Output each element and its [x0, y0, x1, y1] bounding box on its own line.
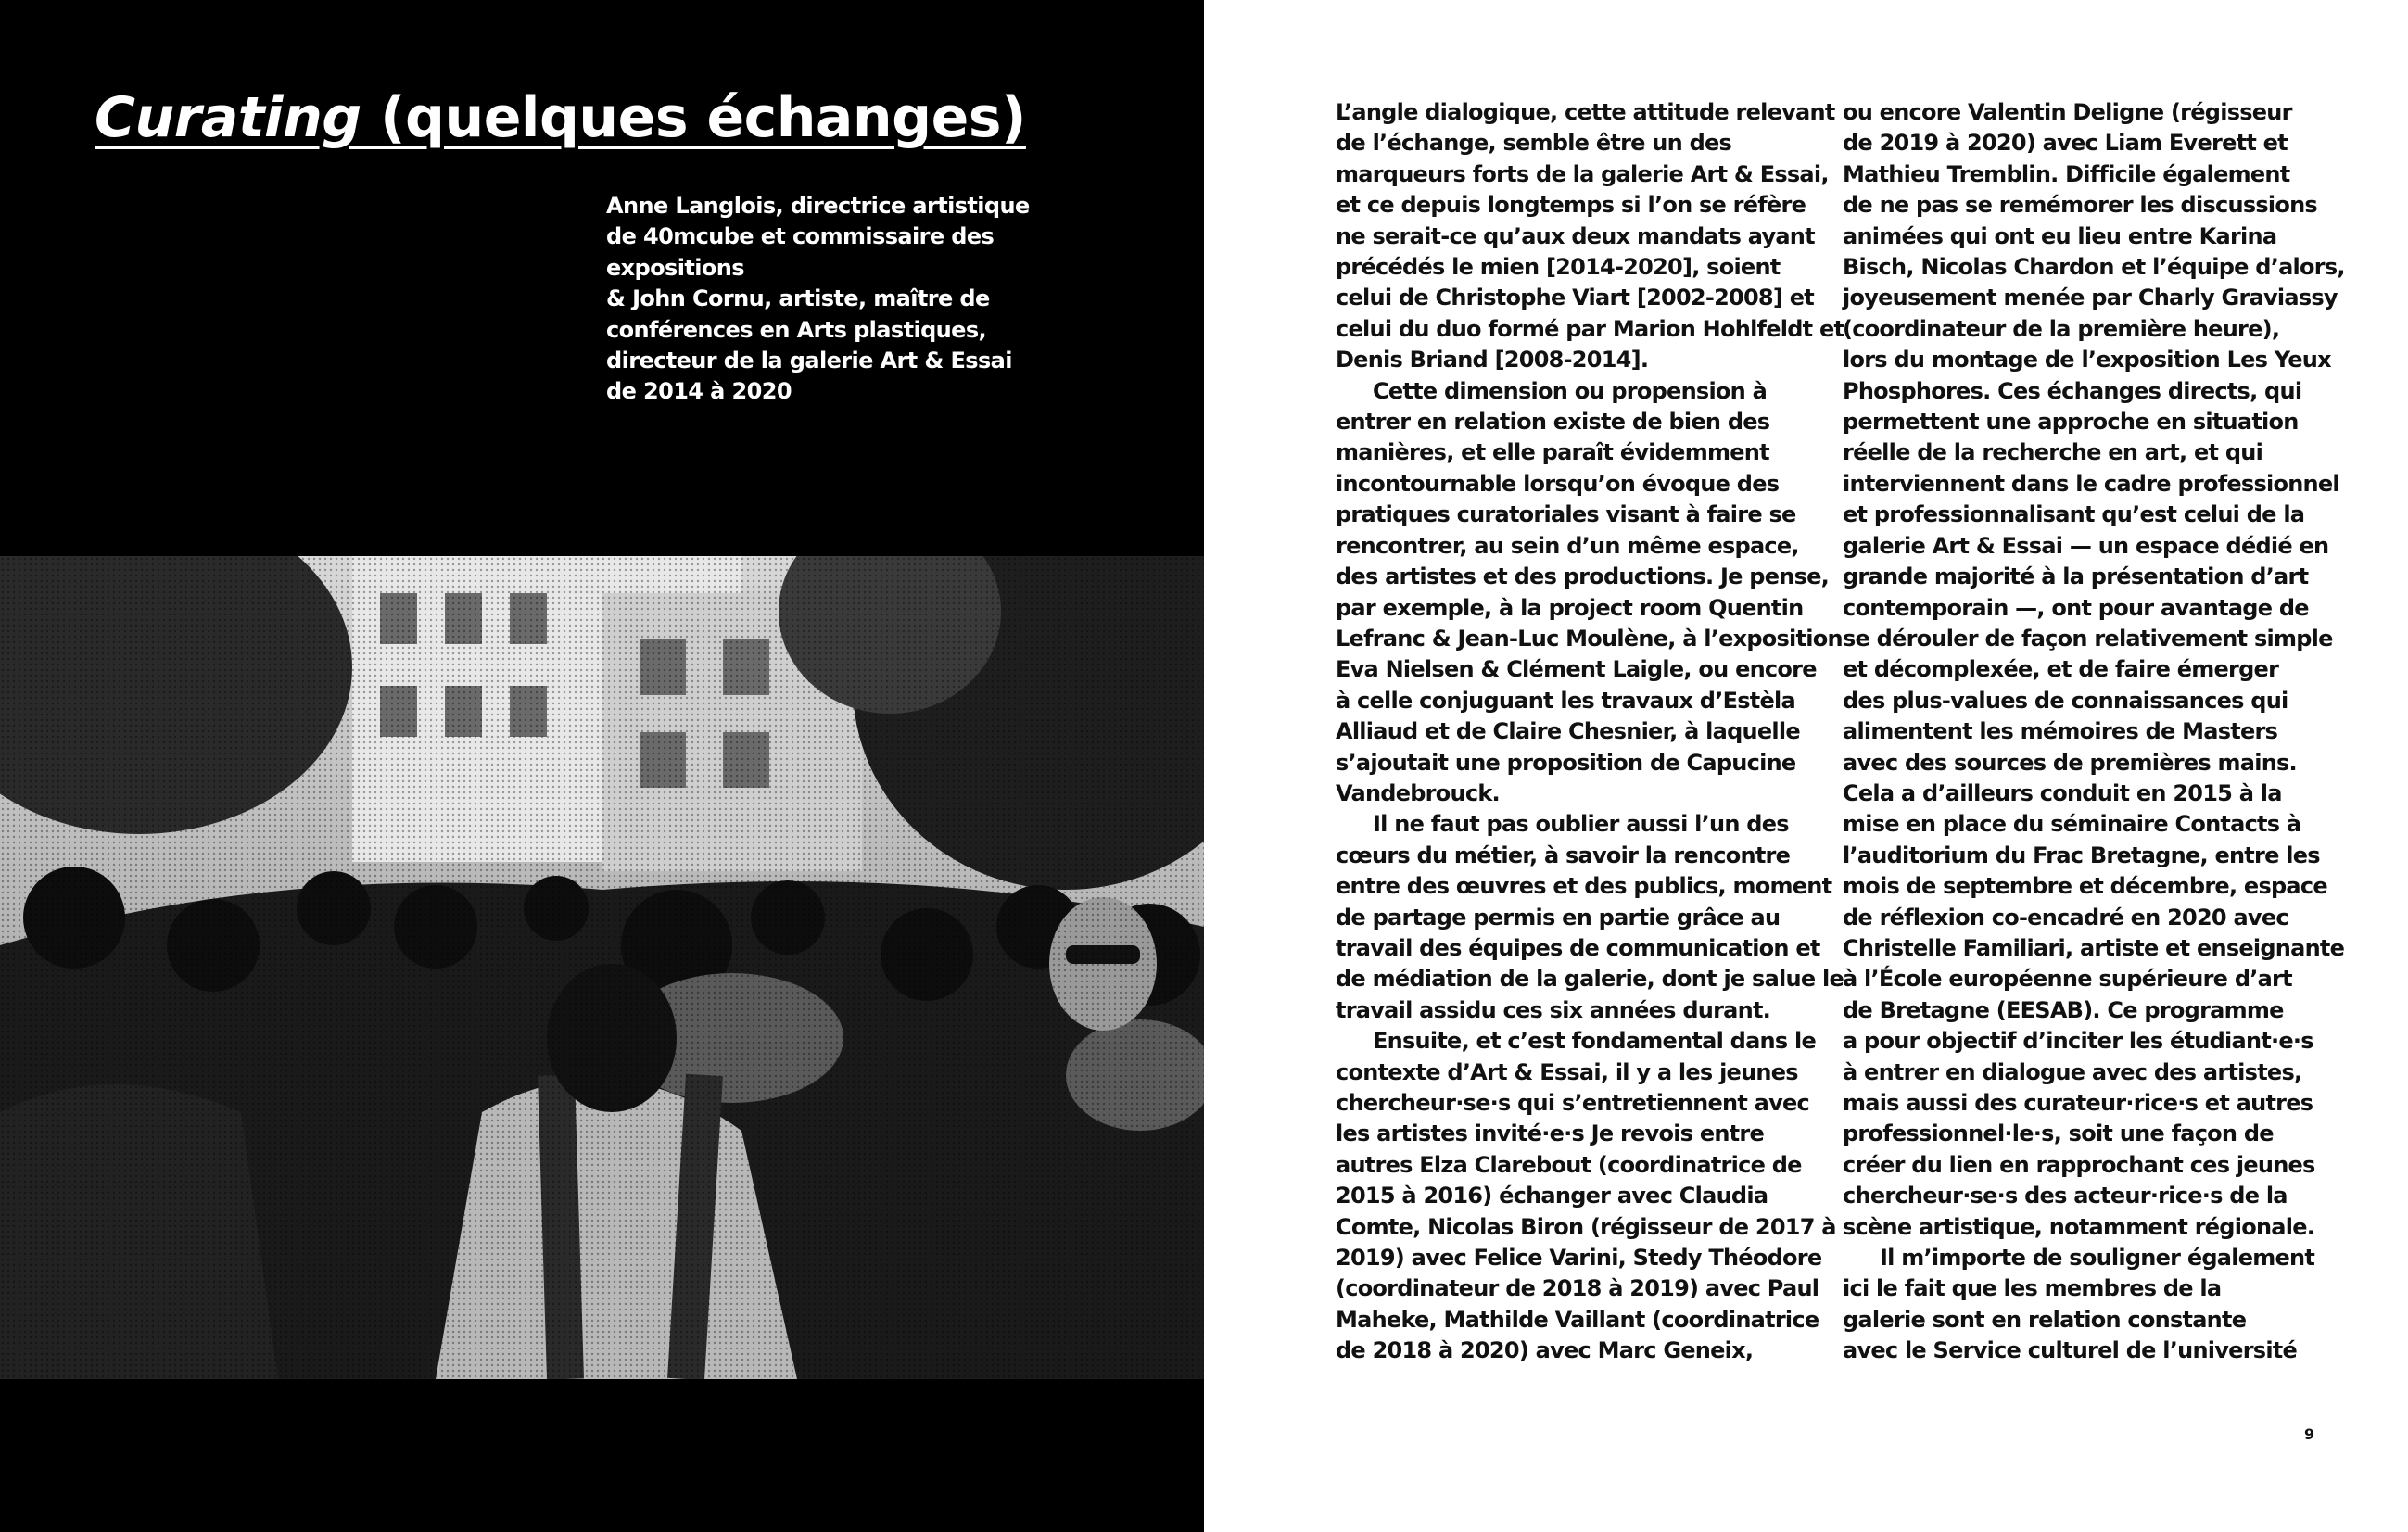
- text-line: rencontrer, au sein d’un même espace,: [1336, 532, 1799, 559]
- text-line: professionnel·le·s, soit une façon de: [1843, 1121, 2274, 1147]
- text-line: chercheur·se·s qui s’entretiennent avec: [1336, 1090, 1810, 1116]
- text-line: s’ajoutait une proposition de Capucine: [1336, 749, 1796, 776]
- text-line: joyeusement menée par Charly Graviassy: [1843, 285, 2338, 311]
- text-line: Il m’importe de souligner également: [1880, 1245, 2315, 1272]
- title-rest: (quelques échanges): [361, 85, 1026, 150]
- text-line: ici le fait que les membres de la: [1843, 1275, 2222, 1302]
- text-line: travail des équipes de communication et: [1336, 934, 1820, 961]
- author-line: & John Cornu, artiste, maître de: [606, 285, 990, 312]
- text-line: mais aussi des curateur·rice·s et autres: [1843, 1090, 2313, 1116]
- text-line: celui du duo formé par Marion Hohlfeldt et: [1336, 315, 1844, 342]
- text-line: à entrer en dialogue avec des artistes,: [1843, 1058, 2302, 1085]
- text-line: des artistes et des productions. Je pense,: [1336, 563, 1830, 590]
- text-line: créer du lien en rapprochant ces jeunes: [1843, 1151, 2315, 1178]
- text-line: à l’École européenne supérieure d’art: [1843, 966, 2292, 993]
- text-line: scène artistique, notamment régionale.: [1843, 1213, 2315, 1240]
- text-line: de 2019 à 2020) avec Liam Everett et: [1843, 130, 2288, 157]
- text-line: Bisch, Nicolas Chardon et l’équipe d’alors,: [1843, 254, 2345, 281]
- text-line: chercheur·se·s des acteur·rice·s de la: [1843, 1183, 2288, 1209]
- text-line: cœurs du métier, à savoir la rencontre: [1336, 842, 1791, 868]
- text-line: des plus-values de connaissances qui: [1843, 687, 2288, 714]
- text-line: Cette dimension ou propension à: [1373, 377, 1768, 404]
- text-line: précédés le mien [2014-2020], soient: [1336, 254, 1781, 281]
- text-line: de médiation de la galerie, dont je salue le: [1336, 966, 1844, 993]
- text-line: manières, et elle paraît évidemment: [1336, 439, 1769, 466]
- text-column-1: [1336, 97, 1844, 1367]
- text-line: les artistes invité·e·s Je revois entre: [1336, 1121, 1765, 1147]
- text-line: contemporain —, ont pour avantage de: [1843, 594, 2309, 621]
- crowd-photo-illustration: [0, 556, 1204, 1379]
- author-line: conférences en Arts plastiques,: [606, 316, 987, 343]
- text-line: réelle de la recherche en art, et qui: [1843, 439, 2263, 466]
- text-line: galerie sont en relation constante: [1843, 1306, 2247, 1333]
- text-line: ou encore Valentin Deligne (régisseur: [1843, 99, 2292, 125]
- author-line: de 40mcube et commissaire des: [606, 223, 995, 250]
- text-line: de 2018 à 2020) avec Marc Geneix,: [1336, 1337, 1754, 1364]
- text-line: Christelle Familiari, artiste et enseignante: [1843, 934, 2345, 961]
- text-line: animées qui ont eu lieu entre Karina: [1843, 222, 2277, 249]
- text-line: de l’échange, semble être un des: [1336, 130, 1732, 157]
- author-line: Anne Langlois, directrice artistique: [606, 193, 1030, 219]
- text-line: contexte d’Art & Essai, il y a les jeunes: [1336, 1058, 1798, 1085]
- text-line: à celle conjuguant les travaux d’Estèla: [1336, 687, 1795, 714]
- text-column-2: [1843, 97, 2345, 1367]
- text-line: Vandebrouck.: [1336, 779, 1500, 806]
- text-line: incontournable lorsqu’on évoque des: [1336, 470, 1780, 497]
- text-line: Lefranc & Jean-Luc Moulène, à l’exposition: [1336, 625, 1843, 652]
- title-italic: Curating: [95, 85, 361, 150]
- text-line: galerie Art & Essai — un espace dédié en: [1843, 532, 2329, 559]
- text-line: de Bretagne (EESAB). Ce programme: [1843, 996, 2284, 1023]
- text-line: et ce depuis longtemps si l’on se réfère: [1336, 192, 1806, 219]
- author-line: expositions: [606, 254, 744, 281]
- text-line: Phosphores. Ces échanges directs, qui: [1843, 377, 2302, 404]
- text-line: celui de Christophe Viart [2002-2008] et: [1336, 285, 1814, 311]
- text-line: interviennent dans le cadre professionnel: [1843, 470, 2339, 497]
- text-line: Cela a d’ailleurs conduit en 2015 à la: [1843, 779, 2282, 806]
- text-line: travail assidu ces six années durant.: [1336, 996, 1771, 1023]
- text-line: de ne pas se remémorer les discussions: [1843, 192, 2317, 219]
- article-title: [95, 85, 1026, 150]
- text-line: l’auditorium du Frac Bretagne, entre les: [1843, 842, 2320, 868]
- text-line: Eva Nielsen & Clément Laigle, ou encore: [1336, 656, 1817, 683]
- text-line: entrer en relation existe de bien des: [1336, 409, 1770, 436]
- text-line: Denis Briand [2008-2014].: [1336, 347, 1649, 374]
- text-line: permettent une approche en situation: [1843, 409, 2299, 436]
- text-line: et professionnalisant qu’est celui de la: [1843, 501, 2305, 528]
- text-line: alimentent les mémoires de Masters: [1843, 718, 2278, 745]
- text-line: 2015 à 2016) échanger avec Claudia: [1336, 1183, 1768, 1209]
- text-line: ne serait-ce qu’aux deux mandats ayant: [1336, 222, 1815, 249]
- text-line: (coordinateur de 2018 à 2019) avec Paul: [1336, 1275, 1819, 1302]
- text-line: se dérouler de façon relativement simple: [1843, 625, 2333, 652]
- text-line: Ensuite, et c’est fondamental dans le: [1373, 1028, 1817, 1055]
- text-line: mise en place du séminaire Contacts à: [1843, 811, 2301, 838]
- text-line: L’angle dialogique, cette attitude relevant: [1336, 99, 1835, 125]
- page-number: 9: [2304, 1425, 2315, 1443]
- text-line: Comte, Nicolas Biron (régisseur de 2017 à: [1336, 1213, 1836, 1240]
- text-line: marqueurs forts de la galerie Art & Essai,: [1336, 160, 1829, 187]
- text-line: avec des sources de premières mains.: [1843, 749, 2297, 776]
- author-credits: [606, 191, 1030, 408]
- text-line: pratiques curatoriales visant à faire se: [1336, 501, 1796, 528]
- text-line: Alliaud et de Claire Chesnier, à laquelle: [1336, 718, 1800, 745]
- text-line: de réflexion co-encadré en 2020 avec: [1843, 904, 2288, 931]
- text-line: et décomplexée, et de faire émerger: [1843, 656, 2279, 683]
- text-line: avec le Service culturel de l’université: [1843, 1337, 2298, 1364]
- text-line: a pour objectif d’inciter les étudiant·e·s: [1843, 1028, 2313, 1055]
- text-line: mois de septembre et décembre, espace: [1843, 873, 2327, 900]
- text-line: lors du montage de l’exposition Les Yeux: [1843, 347, 2331, 374]
- text-line: Maheke, Mathilde Vaillant (coordinatrice: [1336, 1306, 1819, 1333]
- text-line: Il ne faut pas oublier aussi l’un des: [1373, 811, 1789, 838]
- text-line: entre des œuvres et des publics, moment: [1336, 873, 1832, 900]
- text-line: 2019) avec Felice Varini, Stedy Théodore: [1336, 1245, 1822, 1272]
- author-line: directeur de la galerie Art & Essai: [606, 348, 1012, 374]
- text-line: de partage permis en partie grâce au: [1336, 904, 1781, 931]
- author-line: de 2014 à 2020: [606, 378, 792, 405]
- text-line: par exemple, à la project room Quentin: [1336, 594, 1804, 621]
- crowd-photo: [0, 556, 1204, 1379]
- text-line: grande majorité à la présentation d’art: [1843, 563, 2309, 590]
- text-line: (coordinateur de la première heure),: [1843, 315, 2280, 342]
- text-line: autres Elza Clarebout (coordinatrice de: [1336, 1151, 1802, 1178]
- text-line: Mathieu Tremblin. Difficile également: [1843, 160, 2290, 187]
